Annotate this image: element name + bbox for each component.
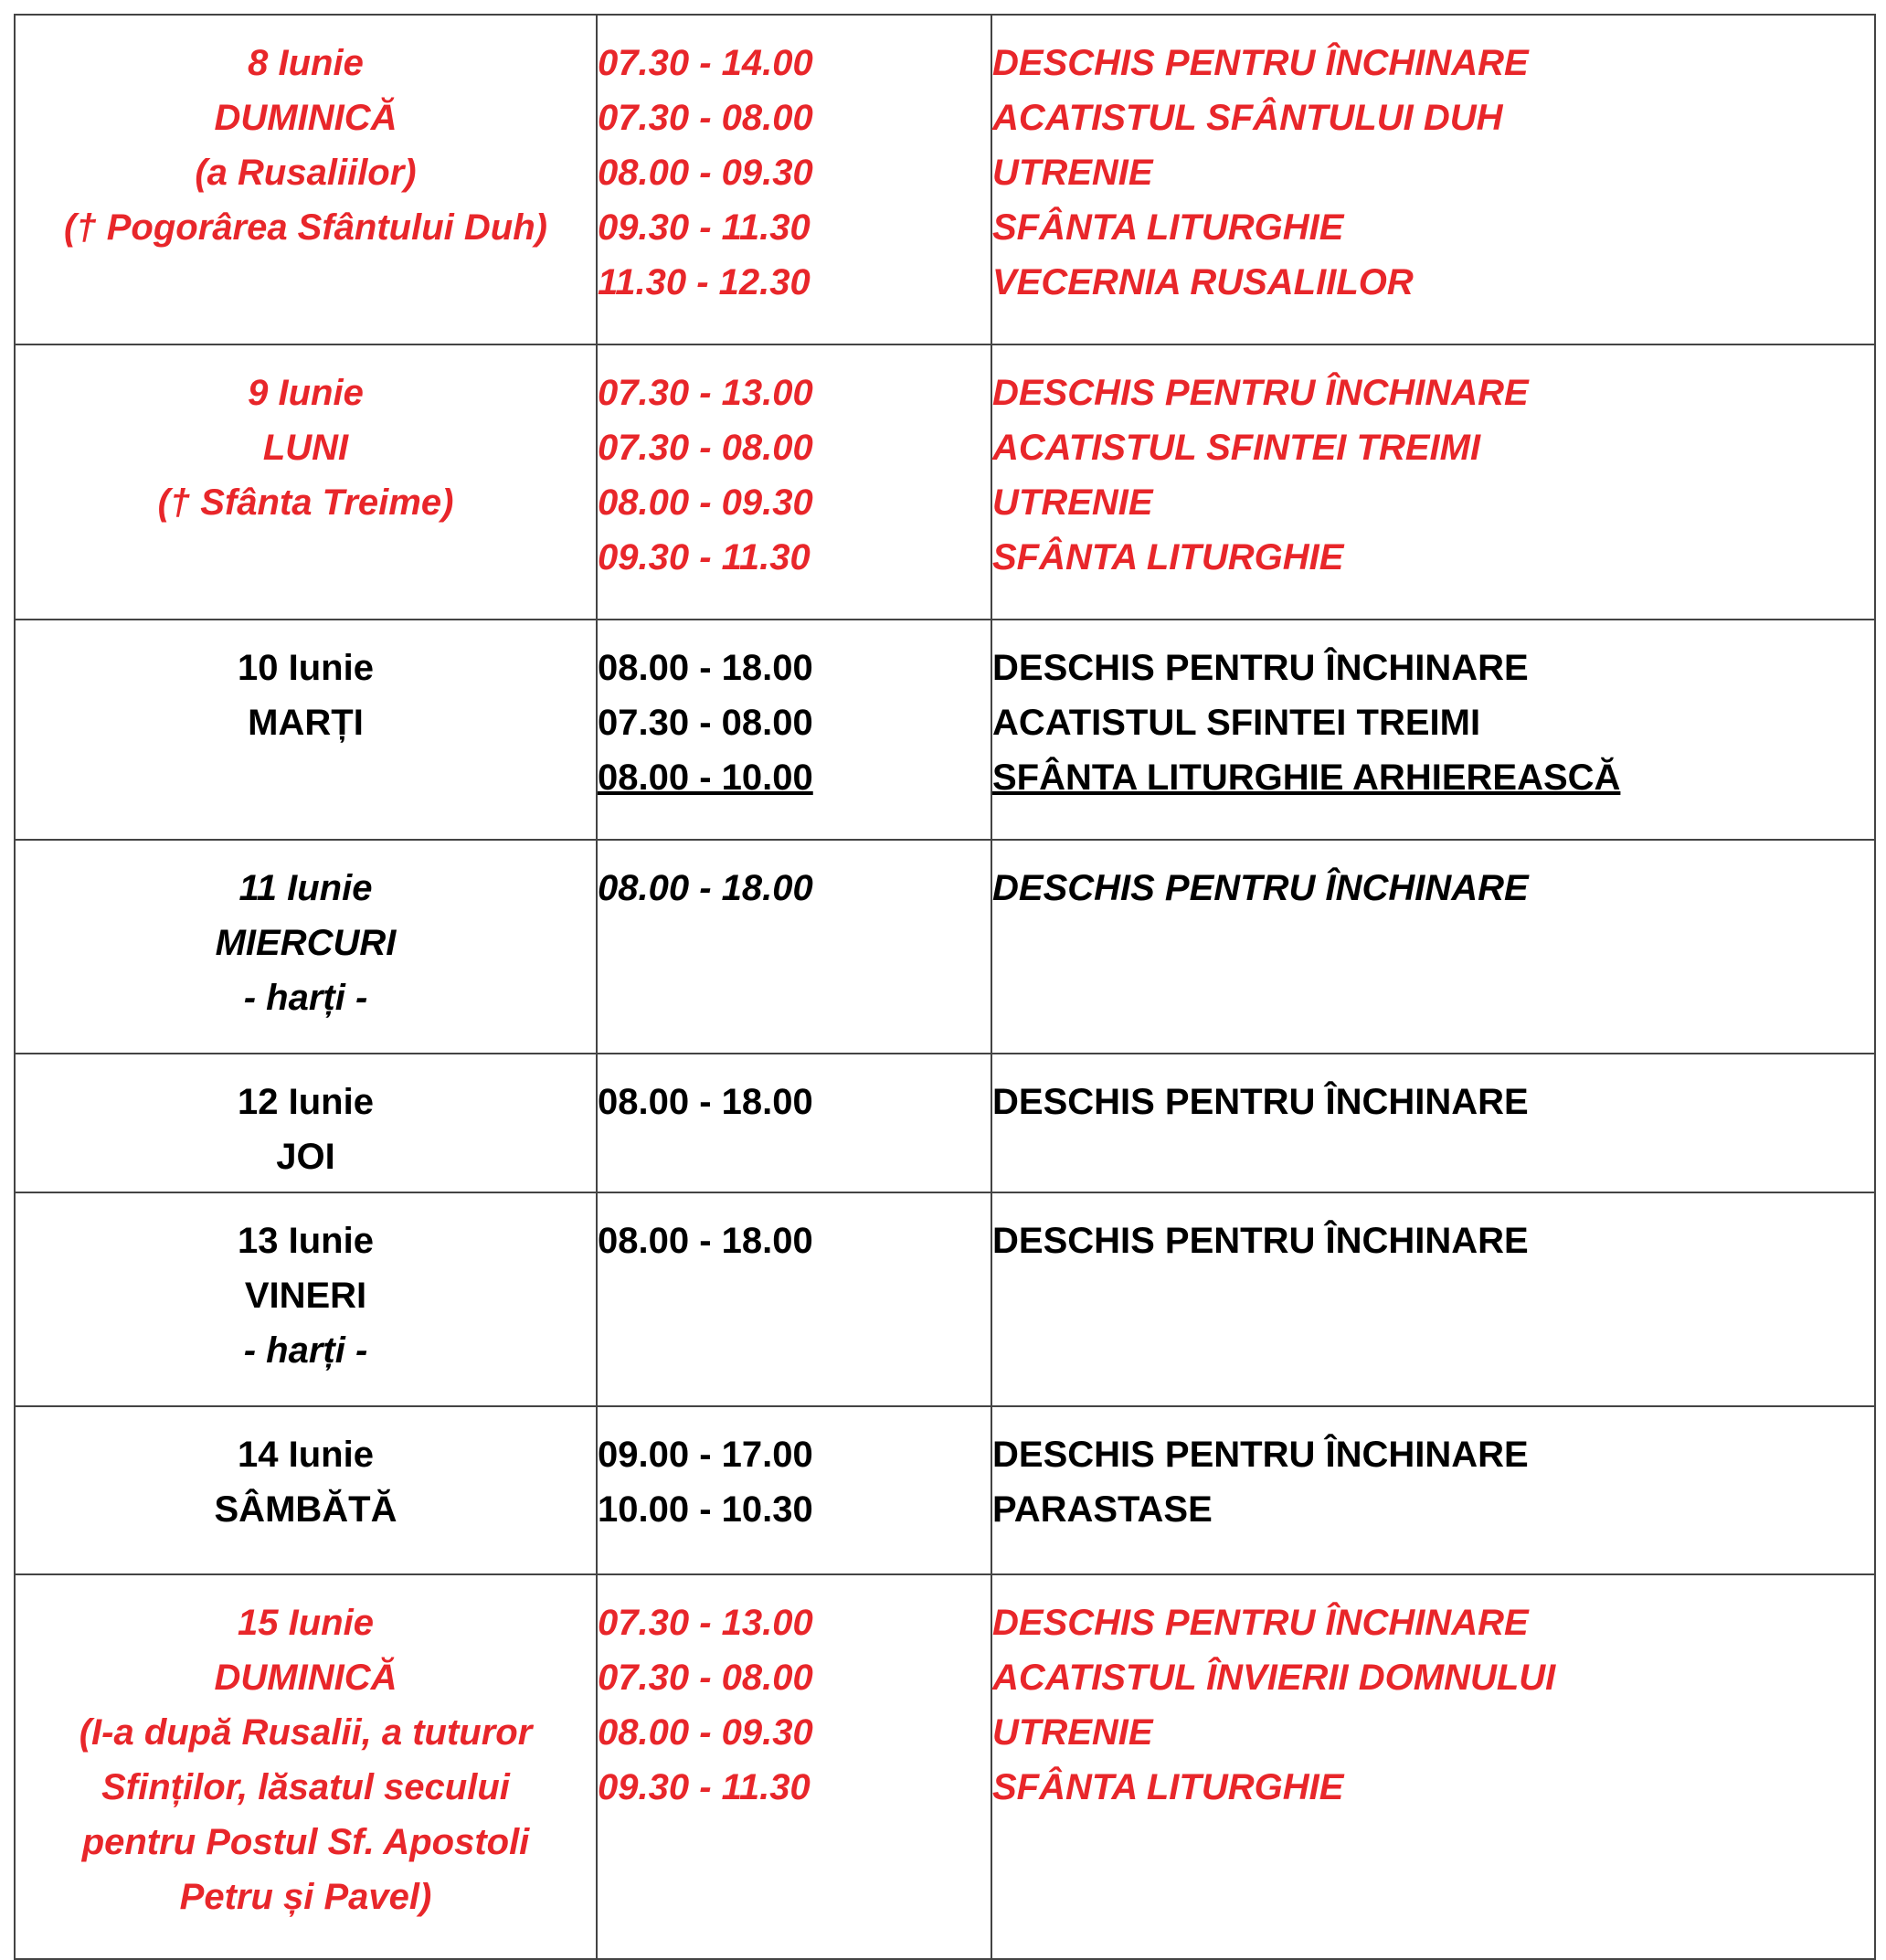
weekday-label: JOI xyxy=(276,1137,335,1177)
feast-note: (I-a după Rusalii, a tuturor Sfinților, lăsatul secului pentru Postul Sf. Apostoli Petru și Pavel) xyxy=(79,1712,533,1917)
activity-label: DESCHIS PENTRU ÎNCHINARE xyxy=(992,43,1529,83)
weekday-label: SÂMBĂTĂ xyxy=(214,1489,397,1530)
time-range: 08.00 - 18.00 xyxy=(598,1221,813,1261)
weekday-label: DUMINICĂ xyxy=(214,1658,397,1698)
activity-cell xyxy=(991,620,1875,840)
activity-label: ACATISTUL SFINTEI TREIMI xyxy=(992,428,1481,468)
time-cell xyxy=(597,1054,991,1192)
time-range: 08.00 - 09.30 xyxy=(598,482,813,523)
activity-label: DESCHIS PENTRU ÎNCHINARE xyxy=(992,1603,1529,1643)
activity-label: SFÂNTA LITURGHIE xyxy=(992,207,1344,248)
day-cell xyxy=(15,1054,597,1192)
time-cell xyxy=(597,15,991,344)
time-range: 07.30 - 08.00 xyxy=(598,703,813,743)
time-range: 07.30 - 08.00 xyxy=(598,428,813,468)
fast-note: - harți - xyxy=(243,1330,368,1371)
date-label: 9 Iunie xyxy=(248,373,364,413)
time-range: 07.30 - 13.00 xyxy=(598,1603,813,1643)
time-range: 08.00 - 09.30 xyxy=(598,153,813,193)
activity-label: ACATISTUL SFINTEI TREIMI xyxy=(992,703,1481,743)
activity-label: DESCHIS PENTRU ÎNCHINARE xyxy=(992,373,1529,413)
activity-label: VECERNIA RUSALIILOR xyxy=(992,262,1414,302)
time-range: 09.30 - 11.30 xyxy=(598,207,811,248)
activity-label: ACATISTUL SFÂNTULUI DUH xyxy=(992,98,1503,138)
time-cell xyxy=(597,1406,991,1574)
time-range: 08.00 - 18.00 xyxy=(598,868,813,908)
day-cell xyxy=(15,1406,597,1574)
activity-cell xyxy=(991,1054,1875,1192)
weekday-label: VINERI xyxy=(244,1276,367,1316)
activity-cell xyxy=(991,1406,1875,1574)
time-range: 08.00 - 09.30 xyxy=(598,1712,813,1753)
day-cell xyxy=(15,620,597,840)
time-cell xyxy=(597,840,991,1054)
day-cell xyxy=(15,840,597,1054)
activity-label: DESCHIS PENTRU ÎNCHINARE xyxy=(992,1435,1529,1475)
time-range: 08.00 - 18.00 xyxy=(598,1082,813,1122)
time-range: 07.30 - 08.00 xyxy=(598,1658,813,1698)
time-range: 10.00 - 10.30 xyxy=(598,1489,813,1530)
activity-cell xyxy=(991,1574,1875,1959)
day-cell xyxy=(15,344,597,620)
time-range: 07.30 - 08.00 xyxy=(598,98,813,138)
feast-note: († Sfânta Treime) xyxy=(157,482,454,523)
activity-cell xyxy=(991,344,1875,620)
time-range: 08.00 - 18.00 xyxy=(598,648,813,688)
time-cell xyxy=(597,1574,991,1959)
schedule-row xyxy=(15,344,1875,620)
time-range: 08.00 - 10.00 xyxy=(598,758,813,798)
schedule-row xyxy=(15,1406,1875,1574)
activity-label: UTRENIE xyxy=(992,482,1153,523)
time-cell xyxy=(597,620,991,840)
day-cell xyxy=(15,1574,597,1959)
schedule-row xyxy=(15,1574,1875,1959)
schedule-row xyxy=(15,15,1875,344)
time-cell xyxy=(597,1192,991,1406)
weekday-label: DUMINICĂ xyxy=(214,98,397,138)
date-label: 13 Iunie xyxy=(238,1221,374,1261)
date-label: 12 Iunie xyxy=(238,1082,374,1122)
time-range: 11.30 - 12.30 xyxy=(598,262,811,302)
time-range: 09.30 - 11.30 xyxy=(598,537,811,577)
activity-cell xyxy=(991,840,1875,1054)
activity-label: SFÂNTA LITURGHIE xyxy=(992,537,1344,577)
date-label: 15 Iunie xyxy=(238,1603,374,1643)
activity-label: DESCHIS PENTRU ÎNCHINARE xyxy=(992,868,1529,908)
weekday-label: MARȚI xyxy=(248,703,364,743)
schedule-row xyxy=(15,1054,1875,1192)
weekday-label: LUNI xyxy=(262,428,349,468)
activity-label: DESCHIS PENTRU ÎNCHINARE xyxy=(992,1082,1529,1122)
activity-label: UTRENIE xyxy=(992,1712,1153,1753)
activity-label: ACATISTUL ÎNVIERII DOMNULUI xyxy=(992,1658,1556,1698)
time-range: 07.30 - 14.00 xyxy=(598,43,813,83)
activity-cell xyxy=(991,15,1875,344)
weekday-label: MIERCURI xyxy=(215,923,397,963)
day-cell xyxy=(15,15,597,344)
activity-cell xyxy=(991,1192,1875,1406)
activity-label: SFÂNTA LITURGHIE xyxy=(992,1767,1344,1807)
date-label: 14 Iunie xyxy=(238,1435,374,1475)
date-label: 8 Iunie xyxy=(248,43,364,83)
activity-label: SFÂNTA LITURGHIE ARHIEREASCĂ xyxy=(992,758,1621,798)
activity-label: DESCHIS PENTRU ÎNCHINARE xyxy=(992,1221,1529,1261)
date-label: 10 Iunie xyxy=(238,648,374,688)
schedule-row xyxy=(15,620,1875,840)
time-range: 09.00 - 17.00 xyxy=(598,1435,813,1475)
schedule-row xyxy=(15,840,1875,1054)
feast-note: (a Rusaliilor) xyxy=(195,153,417,193)
activity-label: DESCHIS PENTRU ÎNCHINARE xyxy=(992,648,1529,688)
activity-label: PARASTASE xyxy=(992,1489,1213,1530)
feast-note: († Pogorârea Sfântului Duh) xyxy=(64,207,547,248)
day-cell xyxy=(15,1192,597,1406)
activity-label: UTRENIE xyxy=(992,153,1153,193)
date-label: 11 Iunie xyxy=(238,868,373,908)
fast-note: - harți - xyxy=(243,978,368,1018)
schedule-table xyxy=(14,14,1876,1960)
time-cell xyxy=(597,344,991,620)
time-range: 09.30 - 11.30 xyxy=(598,1767,811,1807)
time-range: 07.30 - 13.00 xyxy=(598,373,813,413)
schedule-row xyxy=(15,1192,1875,1406)
